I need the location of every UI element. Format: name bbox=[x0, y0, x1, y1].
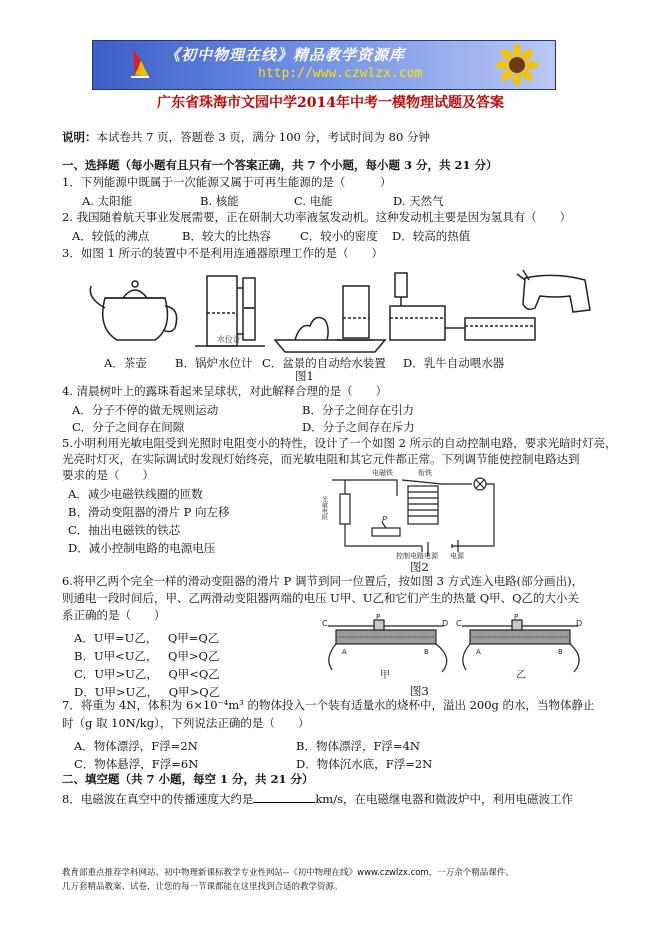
q3-option-c[interactable]: C．盆景的自动给水装置 bbox=[262, 356, 386, 370]
fig2-magnet-label: 电磁铁 bbox=[372, 469, 393, 477]
page-title: 广东省珠海市文园中学2014年中考一模物理试题及答案 bbox=[157, 95, 504, 111]
q1-option-b[interactable]: B. 核能 bbox=[200, 194, 239, 208]
figure-2-caption: 图2 bbox=[410, 560, 429, 574]
sunflower-icon bbox=[497, 45, 537, 85]
q6-option-b-q: Q甲>Q乙 bbox=[167, 649, 220, 663]
instructions bbox=[62, 130, 430, 145]
cow-feeder-figure bbox=[390, 270, 590, 340]
figure-1 bbox=[85, 268, 600, 353]
banner bbox=[92, 40, 556, 90]
q3-option-b[interactable]: B．锅炉水位计 bbox=[175, 356, 253, 370]
figure-3 bbox=[318, 614, 588, 682]
q8-after: km/s，在电磁继电器和微波炉中，利用电磁波工作 bbox=[315, 792, 573, 806]
q6-option-d-u: U甲>U乙， bbox=[94, 685, 159, 699]
section1-heading: 一、选择题（每小题有且只有一个答案正确，共 7 个小题，每小题 3 分，共 21 分） bbox=[62, 158, 498, 172]
q2-option-a[interactable]: A．较低的沸点 bbox=[72, 229, 150, 243]
q3-stem: 3．如图 1 所示的装置中不是利用连通器原理工作的是（ ） bbox=[62, 246, 383, 260]
water-gauge-label: 水位计 bbox=[217, 335, 241, 344]
figure-1-caption: 图1 bbox=[295, 369, 314, 383]
q6-option-c[interactable] bbox=[74, 666, 220, 682]
q2-stem: 2. 我国随着航天事业发展需要，正在研制大功率液氢发动机。这种发动机主要是因为氢具有（ ） bbox=[62, 210, 572, 224]
q4-option-c[interactable]: C．分子之间存在间隙 bbox=[72, 420, 185, 434]
q7-option-b[interactable]: B．物体漂浮，F浮=4N bbox=[296, 739, 420, 753]
fig3-a-left: A bbox=[342, 648, 347, 656]
q6-option-c-letter: C． bbox=[74, 667, 95, 681]
rheostat-left bbox=[328, 620, 447, 672]
fig3-d-right: D bbox=[576, 619, 583, 628]
q7-line2: 时（g 取 10N/kg），下列说法正确的是（ ） bbox=[62, 716, 310, 730]
q4-stem: 4. 清晨树叶上的露珠看起来呈球状，对此解释合理的是（ ） bbox=[62, 384, 388, 398]
rheostat-right bbox=[462, 620, 579, 672]
q4-option-a[interactable]: A．分子不停的做无规则运动 bbox=[72, 403, 219, 417]
fig3-label-right: 乙 bbox=[516, 670, 526, 681]
q4-option-b[interactable]: B．分子之间存在引力 bbox=[302, 403, 414, 417]
fig3-a-right: A bbox=[476, 648, 481, 656]
q5-line2: 光亮时灯灭，在实际调试时发现灯始终亮，而光敏电阻和其它元件都正常。下列调节能使控制电路达到 bbox=[62, 452, 580, 466]
fig3-p-left: P bbox=[376, 613, 381, 621]
q6-option-c-u: U甲>U乙， bbox=[94, 667, 158, 681]
q6-option-a-u: U甲=U乙， bbox=[93, 631, 158, 645]
q5-line1: 5.小明利用光敏电阻受到光照时电阻变小的特性，设计了一个如图 2 所示的自动控制电路，要求光暗时灯亮， bbox=[62, 436, 617, 450]
q5-option-a[interactable]: A．减少电磁铁线圈的匝数 bbox=[68, 487, 203, 501]
fig2-sensor-label: 光敏电阻 bbox=[320, 496, 328, 520]
q6-option-a-q: Q甲=Q乙 bbox=[167, 631, 220, 645]
q2-option-d[interactable]: D．较高的热值 bbox=[392, 229, 471, 243]
q7-line1: 7．将重为 4N，体积为 6×10⁻⁴m³ 的物体投入一个装有适量水的烧杯中，溢出 200g 的水，当物体静止 bbox=[62, 698, 595, 712]
q6-option-b[interactable] bbox=[74, 648, 219, 664]
footer-line1: 教育部重点推荐学科网站、初中物理新课标教学专业性网站--《初中物理在线》www.czwlzx.com，一万余个精品课件、 bbox=[62, 868, 514, 878]
fig3-p-right: P bbox=[514, 613, 519, 621]
fig3-b-right: B bbox=[558, 648, 563, 656]
q5-option-d[interactable]: D．减小控制电路的电源电压 bbox=[68, 541, 216, 555]
q6-line3: 系正确的是（ ） bbox=[62, 608, 166, 622]
q1-option-c[interactable]: C. 电能 bbox=[294, 194, 333, 208]
fig3-b-left: B bbox=[424, 648, 429, 656]
fig3-c-right: C bbox=[456, 619, 462, 628]
q3-option-d[interactable]: D．乳牛自动喂水器 bbox=[403, 356, 505, 370]
q6-option-a[interactable] bbox=[74, 630, 219, 646]
q8-answer-blank[interactable] bbox=[253, 791, 315, 803]
fig3-label-left: 甲 bbox=[380, 670, 390, 681]
fig2-armature-label: 衔铁 bbox=[418, 469, 432, 477]
q8-text bbox=[62, 791, 573, 807]
footer-line2: 几万套精品教案、试卷，让您的每一节课都能在这里找到合适的教学资源。 bbox=[62, 882, 343, 892]
figure-2 bbox=[322, 466, 497, 558]
fig3-c-left: C bbox=[322, 619, 328, 628]
q7-option-a[interactable]: A．物体漂浮，F浮=2N bbox=[74, 739, 198, 753]
fig2-control-source-label: 控制电路电源 bbox=[396, 552, 438, 560]
banner-title: 《初中物理在线》精品教学资源库 bbox=[165, 46, 406, 64]
q6-option-c-q: Q甲<Q乙 bbox=[168, 667, 220, 681]
q1-stem: 1．下列能源中既属于一次能源又属于可再生能源的是（ ） bbox=[62, 175, 392, 189]
q2-option-b[interactable]: B．较大的比热容 bbox=[182, 229, 271, 243]
section2-heading: 二、填空题（共 7 小题，每空 1 分，共 21 分） bbox=[62, 772, 314, 786]
q6-option-d-letter: D． bbox=[74, 685, 95, 699]
figure-3-caption: 图3 bbox=[410, 684, 429, 698]
q6-line2: 则通电一段时间后，甲、乙两滑动变阻器两端的电压 U甲、U乙和它们产生的热量 Q甲、Q乙的大小关 bbox=[62, 591, 580, 605]
q6-option-a-letter: A． bbox=[74, 631, 94, 645]
q8-before: 8．电磁波在真空中的传播速度大约是 bbox=[62, 792, 254, 806]
instructions-label: 说明： bbox=[62, 130, 97, 144]
q5-option-b[interactable]: B．滑动变阻器的滑片 P 向左移 bbox=[68, 505, 230, 519]
fig2-power-label: 电源 bbox=[450, 552, 464, 560]
q6-option-b-u: U甲<U乙， bbox=[93, 649, 158, 663]
fig2-slider-label: P bbox=[382, 515, 387, 524]
q3-option-a[interactable]: A．茶壶 bbox=[104, 356, 147, 370]
q1-option-d[interactable]: D. 天然气 bbox=[393, 194, 444, 208]
q6-line1: 6.将甲乙两个完全一样的滑动变阻器的滑片 P 调节到同一位置后，按如图 3 方式连入电路(部分画出)， bbox=[62, 574, 584, 588]
banner-url[interactable]: http://www.czwlzx.com bbox=[258, 66, 423, 81]
q6-option-b-letter: B． bbox=[74, 649, 94, 663]
q4-option-d[interactable]: D．分子之间存在斥力 bbox=[302, 420, 415, 434]
q7-option-c[interactable]: C．物体悬浮，F浮=6N bbox=[74, 757, 199, 771]
fig3-d-left: D bbox=[442, 619, 449, 628]
logo-icon bbox=[129, 47, 151, 79]
q6-option-d-q: Q甲>Q乙 bbox=[168, 685, 221, 699]
q2-option-c[interactable]: C．较小的密度 bbox=[300, 229, 378, 243]
teapot-figure bbox=[90, 281, 176, 340]
q7-option-d[interactable]: D．物体沉水底，F浮=2N bbox=[296, 757, 433, 771]
instructions-text: 本试卷共 7 页，答题卷 3 页，满分 100 分，考试时间为 80 分钟 bbox=[96, 130, 430, 144]
q5-option-c[interactable]: C．抽出电磁铁的铁芯 bbox=[68, 523, 181, 537]
q5-line3: 要求的是（ ） bbox=[62, 468, 154, 482]
q1-option-a[interactable]: A. 太阳能 bbox=[82, 194, 133, 208]
bonsai-figure bbox=[275, 286, 385, 352]
